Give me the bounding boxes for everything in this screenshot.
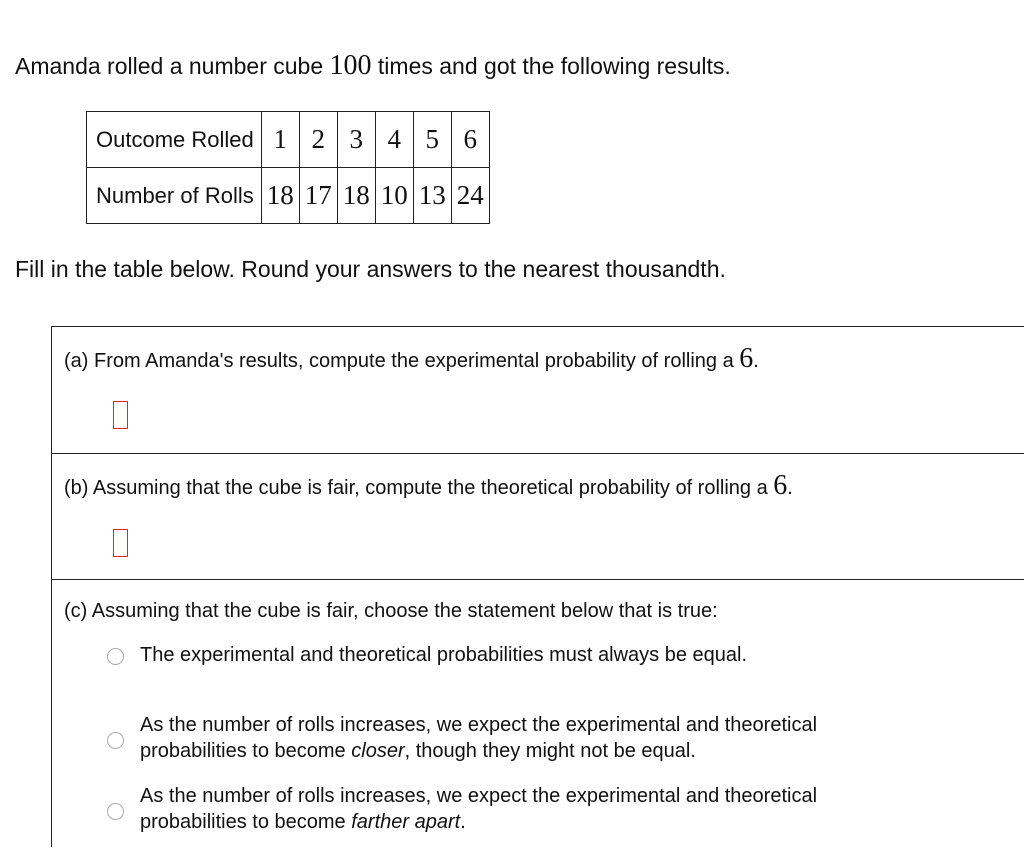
instructions: Fill in the table below. Round your answers to the nearest thousandth.	[15, 256, 726, 282]
option-emphasis: farther apart	[351, 811, 461, 833]
part-b-text: Assuming that the cube is fair, compute the theoretical probability of rolling a	[92, 477, 768, 499]
count-cell: 24	[451, 168, 489, 224]
option-line: The experimental and theoretical probabilities must always be equal.	[140, 644, 748, 666]
option-text: .	[460, 811, 466, 833]
count-row-header: Number of Rolls	[87, 168, 262, 224]
outcome-cell: 5	[413, 112, 451, 168]
option-text: probabilities to become	[140, 811, 346, 833]
outcome-cell: 4	[375, 112, 413, 168]
outcome-cell: 2	[299, 112, 337, 168]
count-cell: 18	[261, 168, 299, 224]
option-text: probabilities to become	[140, 740, 346, 762]
option-line: As the number of rolls increases, we expect the experimental and theoretical	[140, 785, 818, 807]
count-cell: 17	[299, 168, 337, 224]
part-b-section	[52, 454, 1024, 580]
count-cell: 13	[413, 168, 451, 224]
part-a-section	[52, 327, 1024, 454]
part-a-number: 6	[739, 343, 754, 374]
part-b-answer-input[interactable]	[113, 529, 128, 557]
count-cell: 10	[375, 168, 413, 224]
radio-button[interactable]	[107, 732, 124, 749]
question-panel	[51, 326, 1024, 847]
option-text: , though they might not be equal.	[404, 740, 696, 762]
option-emphasis: closer	[351, 740, 405, 762]
option-line	[140, 809, 817, 835]
part-a-prompt	[64, 345, 759, 375]
option-line: As the number of rolls increases, we expect the experimental and theoretical	[140, 714, 818, 736]
part-c-label: (c)	[64, 600, 88, 622]
part-b-label: (b)	[64, 477, 89, 499]
outcome-row	[87, 112, 490, 168]
results-table	[86, 111, 490, 224]
part-b-period: .	[787, 477, 793, 499]
part-c-text: Assuming that the cube is fair, choose the statement below that is true:	[91, 600, 718, 622]
outcome-cell: 1	[261, 112, 299, 168]
count-row	[87, 168, 490, 224]
option-label	[140, 783, 817, 835]
part-b-prompt	[64, 472, 793, 502]
part-b-number: 6	[773, 470, 788, 501]
option-line	[140, 738, 817, 764]
part-c-prompt	[64, 597, 718, 625]
intro-roll-count: 100	[329, 50, 372, 81]
intro-text-after: times and got the following results.	[377, 53, 731, 79]
outcome-cell: 6	[451, 112, 489, 168]
part-a-answer-input[interactable]	[113, 401, 128, 429]
radio-button[interactable]	[107, 803, 124, 820]
count-cell: 18	[337, 168, 375, 224]
intro-text-before: Amanda rolled a number cube	[15, 53, 324, 79]
part-a-text: From Amanda's results, compute the experimental probability of rolling a	[94, 350, 734, 372]
option-label	[140, 642, 747, 668]
outcome-cell: 3	[337, 112, 375, 168]
problem-intro	[15, 50, 731, 82]
outcome-row-header: Outcome Rolled	[87, 112, 262, 168]
part-a-label: (a)	[64, 350, 89, 372]
radio-button[interactable]	[107, 648, 124, 665]
option-label	[140, 712, 817, 764]
part-a-period: .	[753, 350, 759, 372]
part-c-section	[52, 580, 1024, 848]
